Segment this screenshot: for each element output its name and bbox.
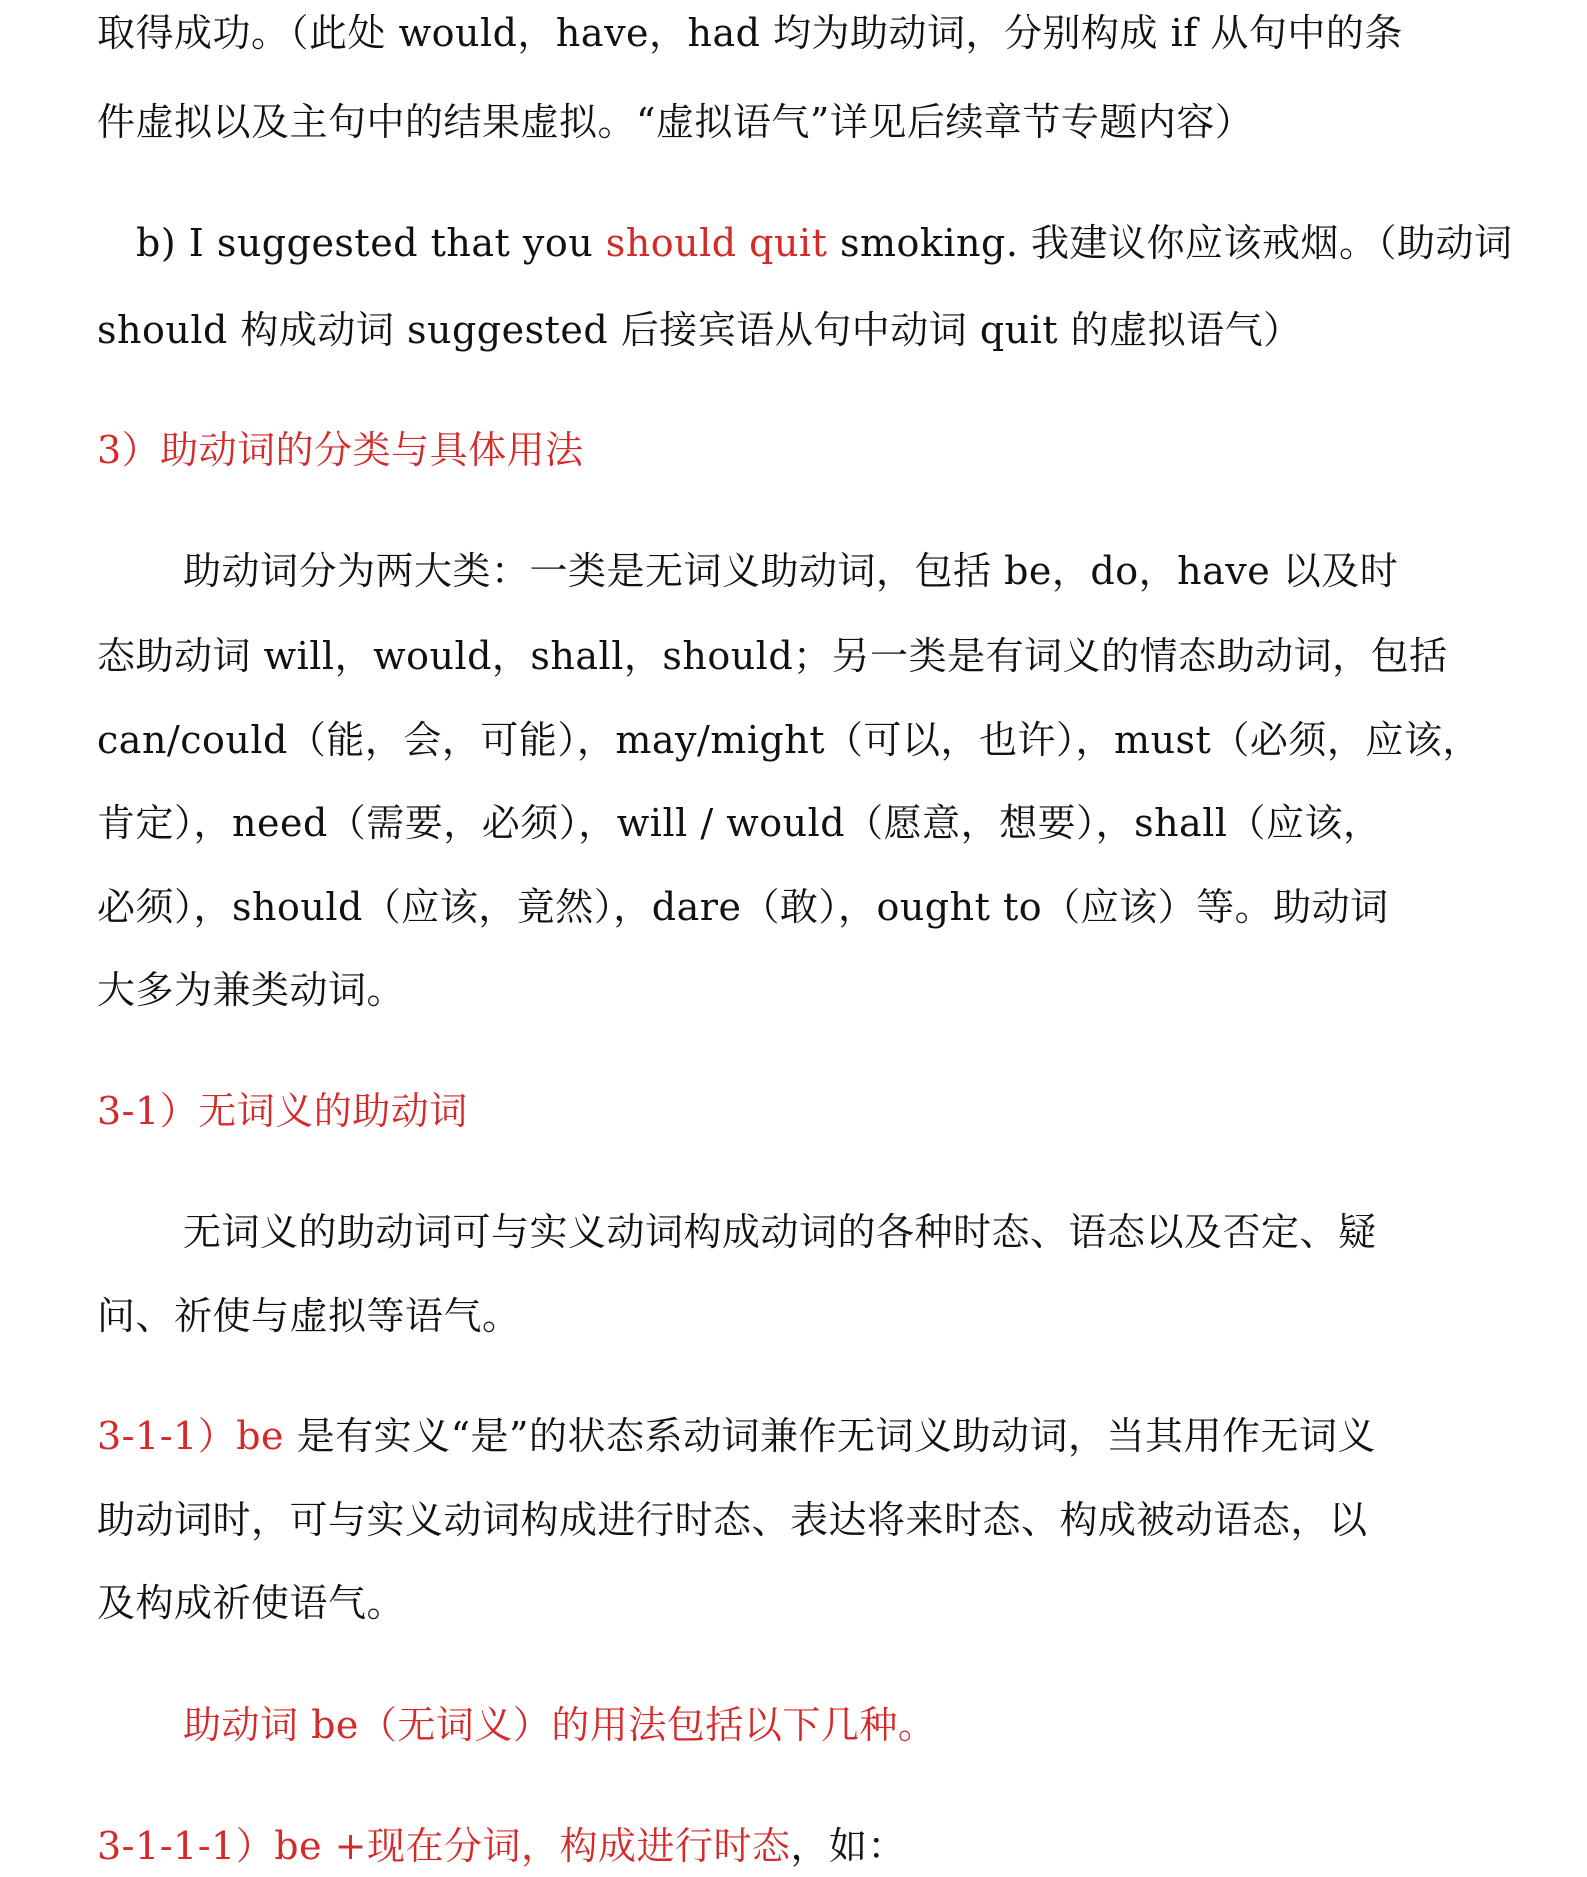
be-intro-line-2: 助动词时，可与实义动词构成进行时态、表达将来时态、构成被动语态，以 (97, 1498, 1368, 1542)
section-heading-3: 3）助动词的分类与具体用法 (97, 428, 584, 472)
example-b-highlight: should quit (605, 221, 828, 265)
example-b-line-1 (136, 218, 1513, 268)
be-intro-line-1 (97, 1411, 1376, 1461)
example-b-suffix: smoking. 我建议你应该戒烟。（助动词 (827, 221, 1513, 265)
classification-line-6: 大多为兼类动词。 (97, 968, 406, 1012)
classification-line-1: 助动词分为两大类：一类是无词义助动词，包括 be，do，have 以及时 (183, 549, 1399, 593)
section-heading-3-1-1-1: 3-1-1-1）be +现在分词，构成进行时态 (97, 1824, 791, 1868)
be-usage-heading: 助动词 be（无词义）的用法包括以下几种。 (183, 1703, 937, 1747)
meaningless-aux-line-2: 问、祈使与虚拟等语气。 (97, 1294, 521, 1338)
classification-line-2: 态助动词 will，would，shall，should；另一类是有词义的情态助动词，包括 (97, 634, 1448, 678)
be-usage-1-suffix: ，如： (790, 1824, 906, 1868)
example-b-prefix: b) I suggested that you (136, 221, 606, 265)
paragraph-line-2: 件虚拟以及主句中的结果虚拟。“虚拟语气”详见后续章节专题内容） (97, 100, 1254, 144)
classification-line-3: can/could（能，会，可能），may/might（可以，也许），must（必须，应该， (97, 718, 1481, 762)
be-intro-line-3: 及构成祈使语气。 (97, 1581, 406, 1625)
be-usage-1-line (97, 1821, 906, 1871)
paragraph-line-1: 取得成功。（此处 would，have，had 均为助动词，分别构成 if 从句中的条 (97, 11, 1403, 55)
be-intro-text: 是有实义“是”的状态系动词兼作无词义助动词，当其用作无词义 (284, 1414, 1376, 1458)
section-heading-3-1: 3-1）无词义的助动词 (97, 1089, 468, 1133)
meaningless-aux-line-1: 无词义的助动词可与实义动词构成动词的各种时态、语态以及否定、疑 (183, 1210, 1377, 1254)
section-heading-3-1-1: 3-1-1）be (97, 1414, 285, 1458)
classification-line-4: 肯定），need（需要，必须），will / would（愿意，想要），shall（应该， (97, 801, 1382, 845)
classification-line-5: 必须），should（应该，竟然），dare（敢），ought to（应该）等。助动词 (97, 885, 1389, 929)
example-b-line-2: should 构成动词 suggested 后接宾语从句中动词 quit 的虚拟语气） (97, 308, 1302, 352)
